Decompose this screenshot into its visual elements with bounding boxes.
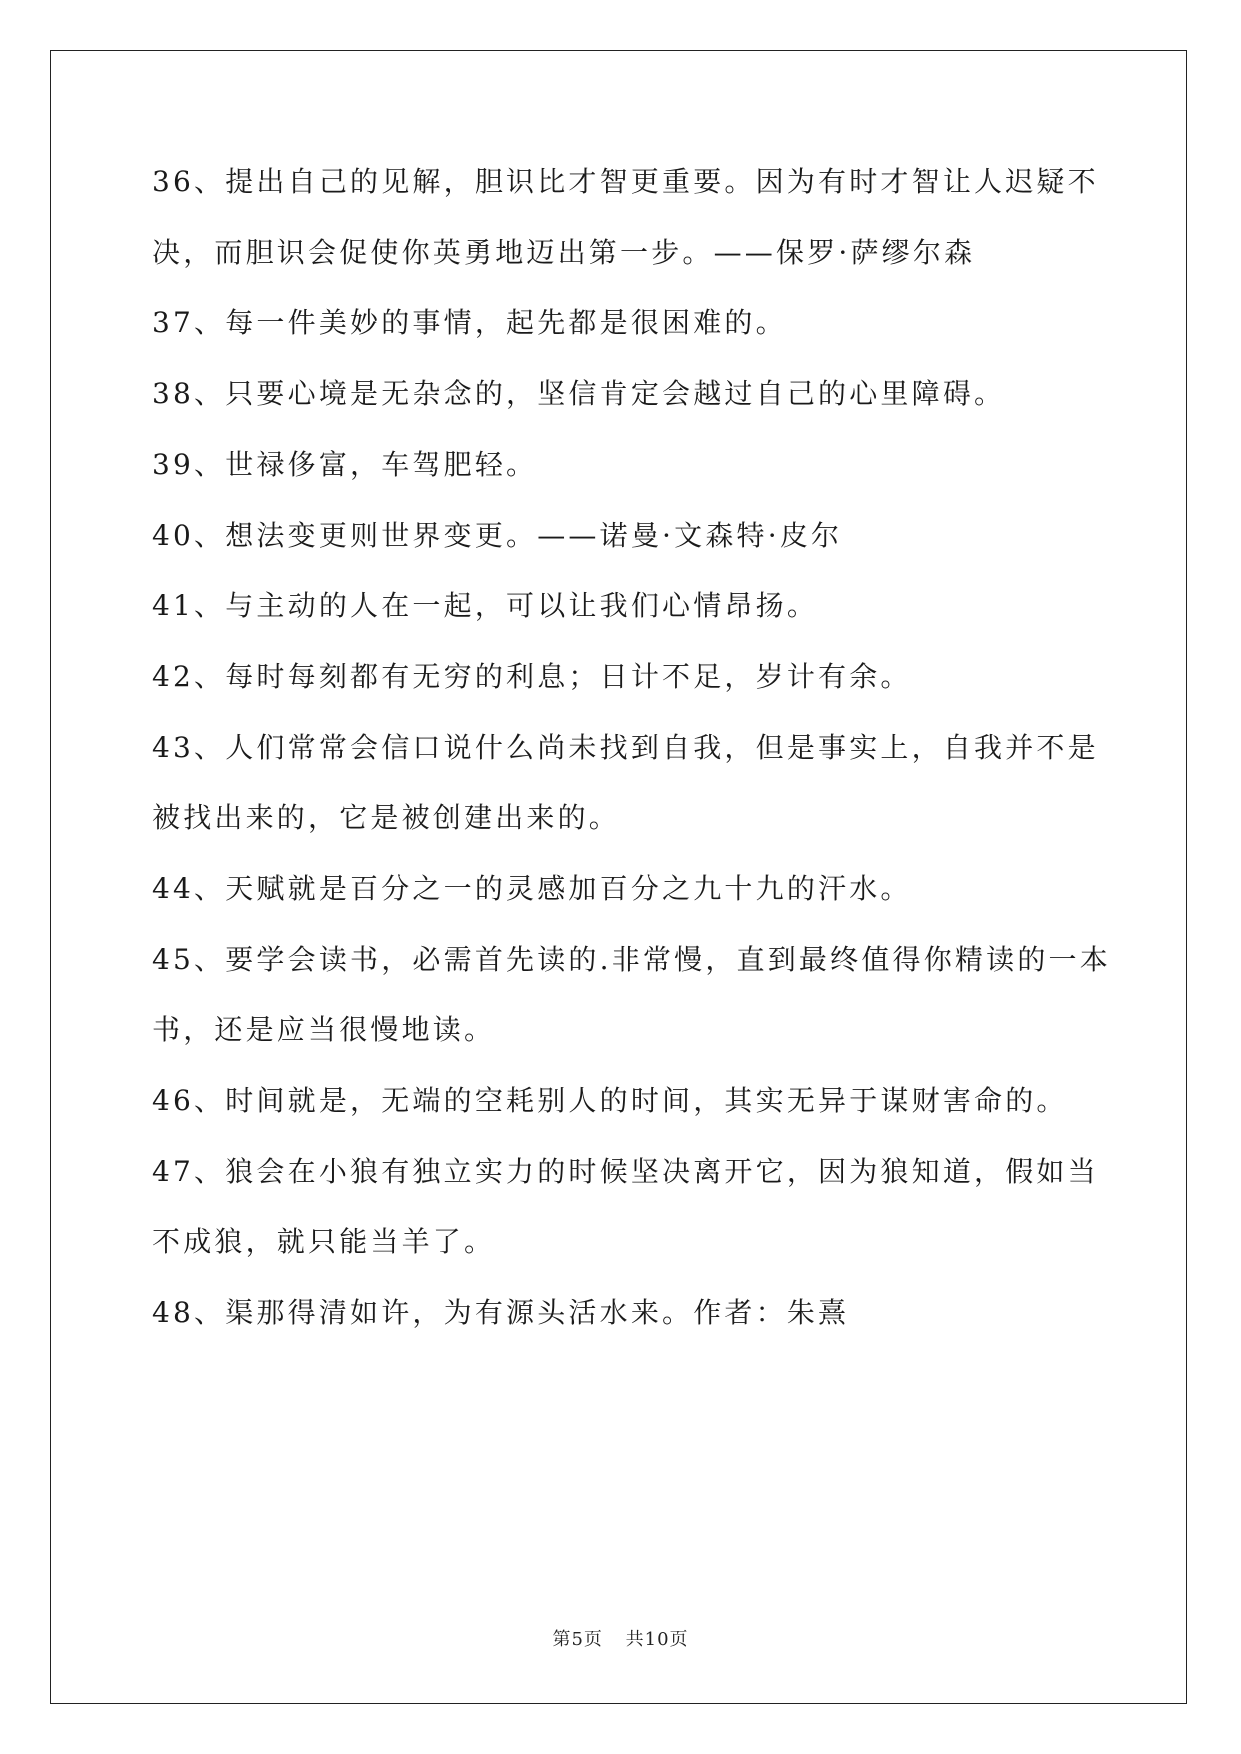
text-line: 38、只要心境是无杂念的，坚信肯定会越过自己的心里障碍。 (152, 377, 1006, 410)
page-footer (0, 1625, 1241, 1651)
text-line: 37、每一件美妙的事情，起先都是很困难的。 (152, 306, 787, 339)
text-line: 44、天赋就是百分之一的灵感加百分之九十九的汗水。 (152, 872, 912, 905)
text-line: 41、与主动的人在一起，可以让我们心情昂扬。 (152, 589, 819, 622)
text-line: 45、要学会读书，必需首先读的.非常慢，直到最终值得你精读的一本 (152, 943, 1111, 976)
text-line: 36、提出自己的见解，胆识比才智更重要。因为有时才智让人迟疑不 (152, 165, 1099, 198)
text-line: 不成狼，就只能当羊了。 (152, 1225, 496, 1258)
text-line: 48、渠那得清如许，为有源头活水来。作者：朱熹 (152, 1296, 850, 1329)
text-line: 被找出来的，它是被创建出来的。 (152, 801, 621, 834)
total-page-count: 共10页 (625, 1629, 689, 1650)
text-line: 42、每时每刻都有无穷的利息；日计不足，岁计有余。 (152, 660, 912, 693)
text-line: 决，而胆识会促使你英勇地迈出第一步。——保罗·萨缪尔森 (152, 236, 976, 269)
text-line: 40、想法变更则世界变更。——诺曼·文森特·皮尔 (152, 519, 843, 552)
text-line: 39、世禄侈富，车驾肥轻。 (152, 448, 538, 481)
text-line: 47、狼会在小狼有独立实力的时候坚决离开它，因为狼知道，假如当 (152, 1155, 1099, 1188)
text-line: 43、人们常常会信口说什么尚未找到自我，但是事实上，自我并不是 (152, 731, 1099, 764)
text-line: 46、时间就是，无端的空耗别人的时间，其实无异于谋财害命的。 (152, 1084, 1068, 1117)
text-line: 书，还是应当很慢地读。 (152, 1013, 496, 1046)
current-page-number: 第5页 (552, 1629, 603, 1650)
